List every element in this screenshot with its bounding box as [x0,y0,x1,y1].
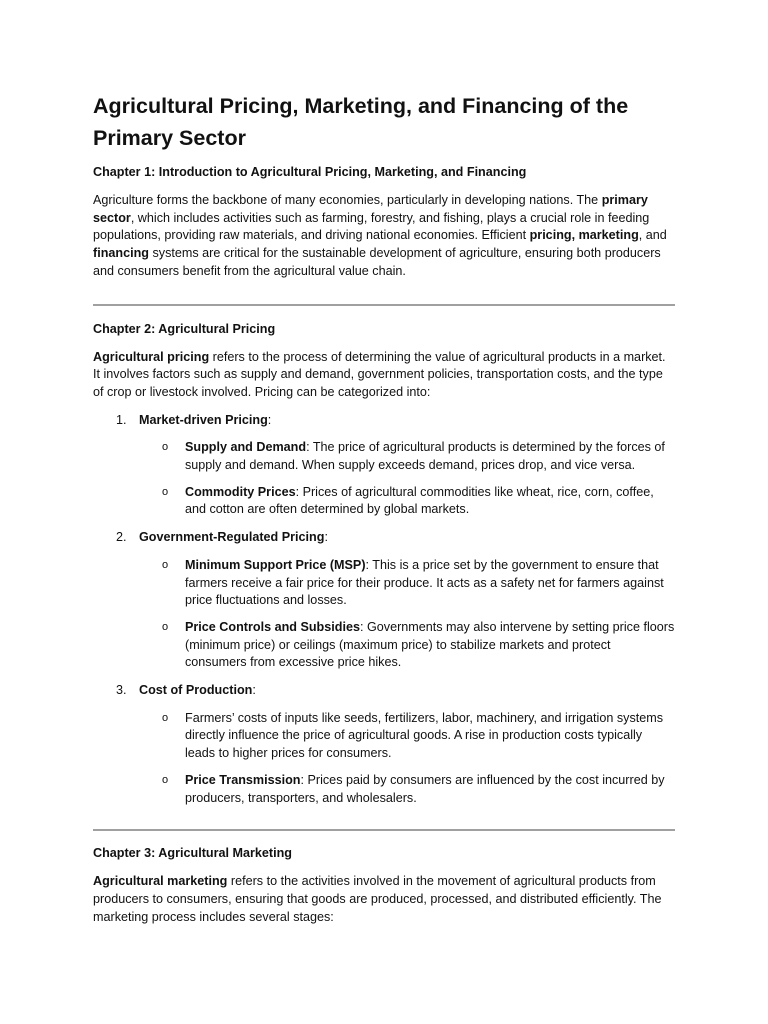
numbered-item: 1. Market-driven Pricing: [93,412,675,430]
numbered-item: 3. Cost of Production: [93,682,675,700]
chapter-2-paragraph: Agricultural pricing refers to the process of determining the value of agricultural products in a market. It involves factors such as supply and demand, government policies, transportation costs, and the type of crop or livestock involved. Pricing can be categorized into: [93,349,666,399]
item-label: Market-driven Pricing [139,412,268,427]
item-number: 1. [116,412,127,427]
section-divider [93,829,675,831]
item-label: Cost of Production [139,683,253,698]
sub-bullet-item: o Minimum Support Price (MSP): This is a price set by the government to ensure that farmers receive a fair price for their produce. It acts as a safety net for farmers against price fluctuations and losses. [162,557,664,608]
sub-bullet-item: o Supply and Demand: The price of agricultural products is determined by the forces of supply and demand. When supply exceeds demand, prices drop, and vice versa. [162,440,665,473]
hollow-bullet-icon: o [162,441,169,454]
chapter-1-paragraph: Agriculture forms the backbone of many economies, particularly in developing nations. The primary sector, which includes activities such as farming, forestry, and fishing, plays a crucial role in feeding populations, providing raw materials, and driving national economies. Efficient pricing, marketing, and financing systems are critical for the sustainable development of agriculture, ensuring both producers and consumers benefit from the agricultural value chain. [93,193,667,278]
sub-bullet-item: o Commodity Prices: Prices of agricultural commodities like wheat, rice, corn, coffee, and cotton are often determined by global markets. [162,484,654,517]
chapter-3-heading: Chapter 3: Agricultural Marketing [93,846,292,861]
hollow-bullet-icon: o [162,485,169,498]
page-title: Agricultural Pricing, Marketing, and Financing of the Primary Sector [93,94,629,150]
chapter-1-heading: Chapter 1: Introduction to Agricultural Pricing, Marketing, and Financing [93,165,527,179]
numbered-item: 2. Government-Regulated Pricing: [93,529,675,547]
hollow-bullet-icon: o [162,711,169,724]
sub-bullet-item: o Price Transmission: Prices paid by consumers are influenced by the cost incurred by producers, transporters, and wholesalers. [162,772,665,805]
item-number: 2. [116,530,127,545]
chapter-3-paragraph: Agricultural marketing refers to the activities involved in the movement of agricultural products from producers to consumers, ensuring that goods are produced, processed, and distributed efficiently. The marketing process includes several stages: [93,874,662,924]
sub-bullet-item: o Price Controls and Subsidies: Governments may also intervene by setting price floors (minimum price) or ceilings (maximum price) to stabilize markets and protect consumers from excessive price hikes. [162,619,675,670]
section-divider [93,304,675,306]
sub-bullet-item: o Farmers’ costs of inputs like seeds, fertilizers, labor, machinery, and irrigation systems directly influence the price of agricultural goods. A rise in production costs typically leads to higher prices for consumers. [162,710,664,761]
hollow-bullet-icon: o [162,620,169,633]
hollow-bullet-icon: o [162,558,169,571]
item-label: Government-Regulated Pricing [139,530,325,545]
chapter-2-heading: Chapter 2: Agricultural Pricing [93,321,276,336]
hollow-bullet-icon: o [162,773,169,786]
item-number: 3. [116,683,127,698]
